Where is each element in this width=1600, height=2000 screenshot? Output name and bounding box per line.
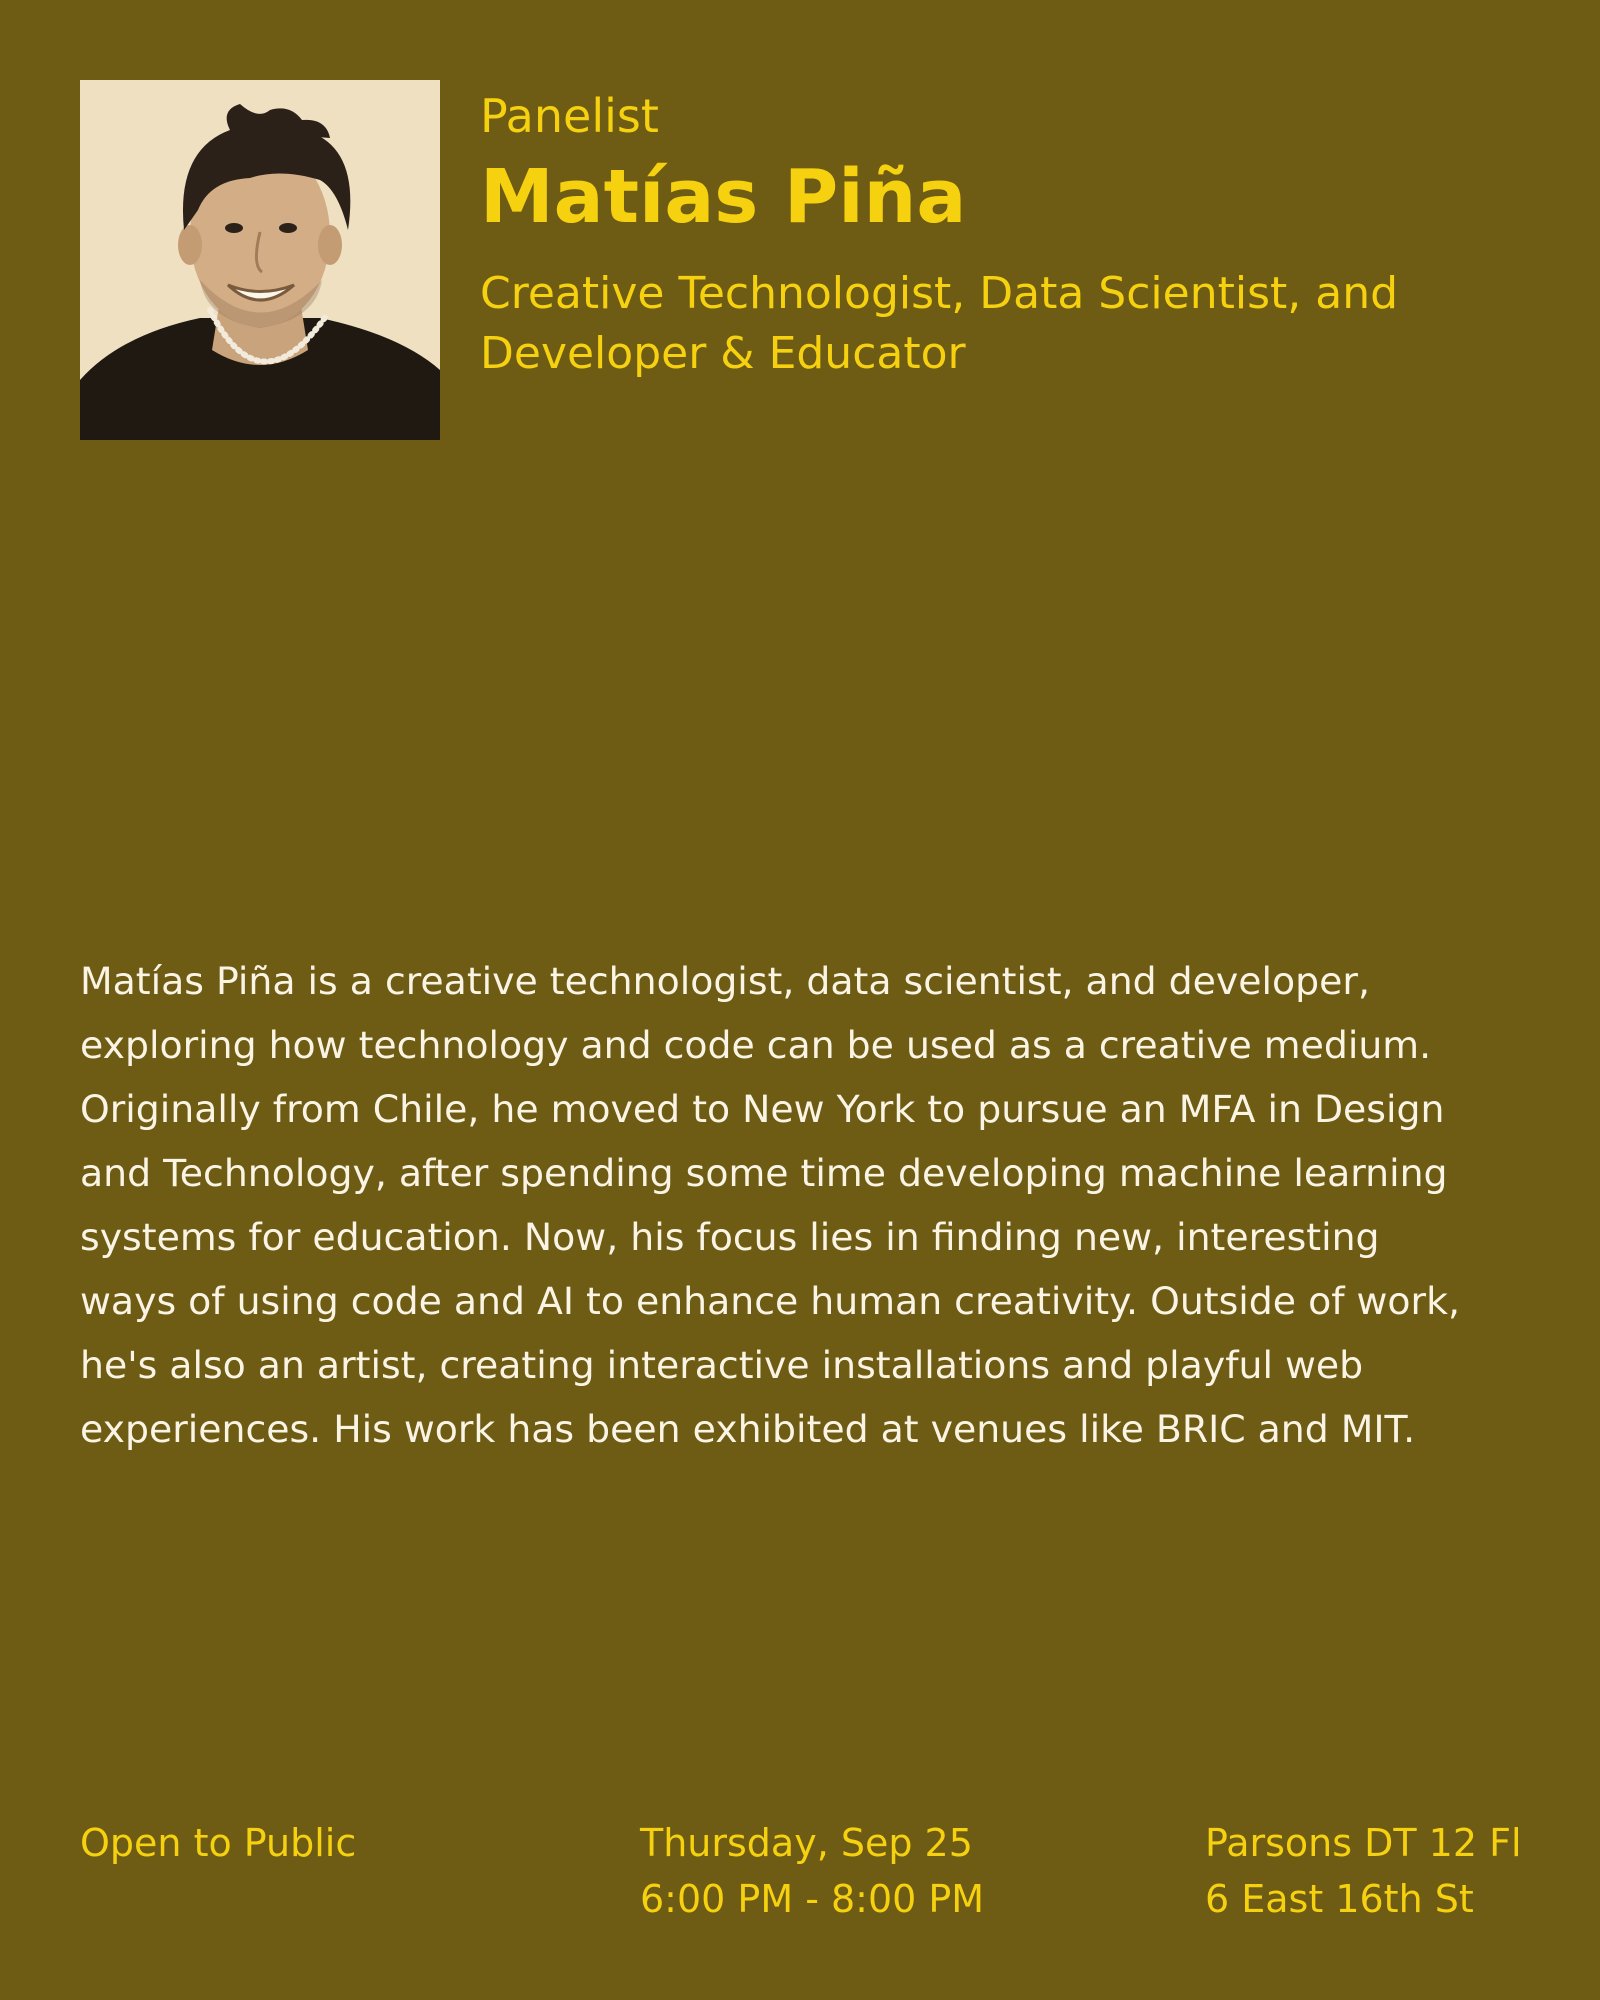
event-time: 6:00 PM - 8:00 PM xyxy=(640,1877,985,1921)
event-date: Thursday, Sep 25 xyxy=(640,1821,973,1865)
event-location xyxy=(1205,1815,1522,1927)
panelist-bio: Matías Piña is a creative technologist, data scientist, and developer, exploring how technology and code can be used as a creative medium. Originally from Chile, he moved to New York to pursue an MFA in Design and Technology, after spending some time developing machine learning systems for education. Now, his focus lies in finding new, interesting ways of using code and AI to enhance human creativity. Outside of work, he's also an artist, creating interactive installations and playful web experiences. His work has been exhibited at venues like BRIC and MIT. xyxy=(80,959,1460,1451)
access-label: Open to Public xyxy=(80,1821,357,1865)
panelist-header xyxy=(480,86,1540,384)
event-access xyxy=(80,1815,356,1871)
panelist-photo xyxy=(80,80,440,440)
panelist-title: Creative Technologist, Data Scientist, and Developer & Educator xyxy=(480,268,1399,379)
panelist-role: Panelist xyxy=(480,89,659,143)
panelist-name: Matías Piña xyxy=(480,154,967,240)
event-address: 6 East 16th St xyxy=(1205,1877,1474,1921)
event-datetime xyxy=(640,1815,984,1927)
portrait-image xyxy=(80,80,440,440)
event-venue: Parsons DT 12 Fl xyxy=(1205,1821,1522,1865)
